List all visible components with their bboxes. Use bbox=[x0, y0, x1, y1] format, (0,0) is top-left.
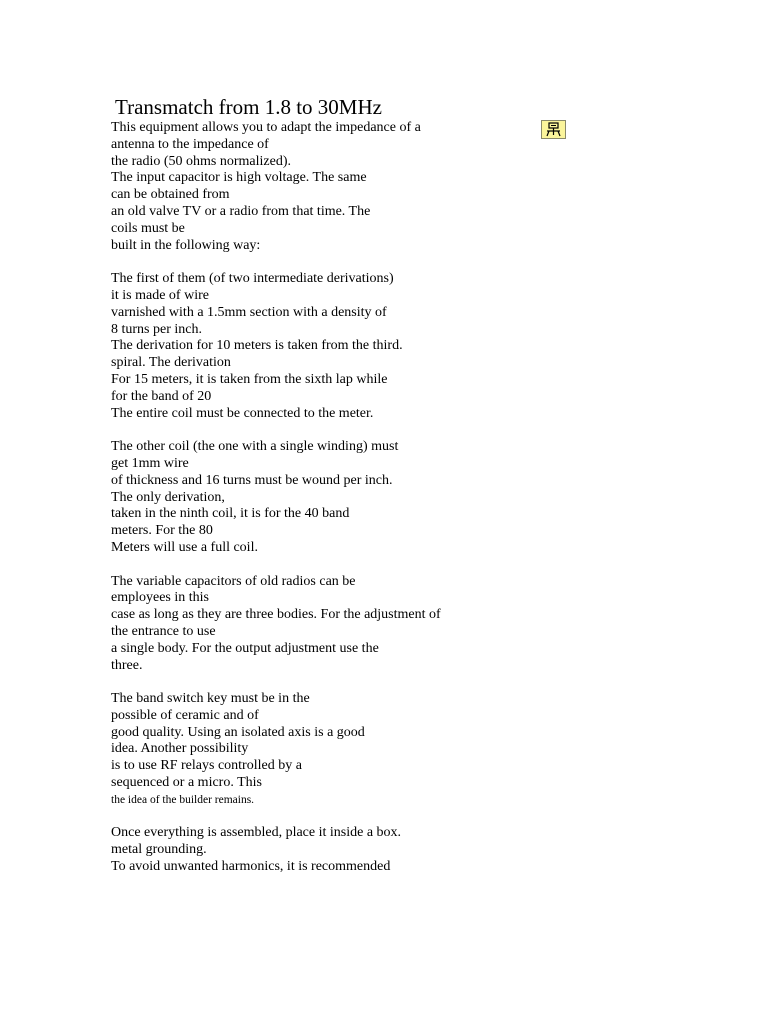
text-line: For 15 meters, it is taken from the sixth lap while bbox=[111, 371, 388, 387]
text-line: The entire coil must be connected to the meter. bbox=[111, 405, 374, 421]
text-line: taken in the ninth coil, it is for the 40 band bbox=[111, 506, 350, 522]
text-line: built in the following way: bbox=[111, 237, 261, 253]
text-line: good quality. Using an isolated axis is a good bbox=[111, 724, 365, 740]
text-line: Once everything is assembled, place it inside a box. bbox=[111, 825, 402, 841]
text-line: get 1mm wire bbox=[111, 455, 189, 471]
antenna-note-icon bbox=[545, 122, 562, 137]
paragraph bbox=[111, 271, 471, 422]
text-line: idea. Another possibility bbox=[111, 741, 249, 757]
text-line: antenna to the impedance of bbox=[111, 136, 269, 152]
text-line: The variable capacitors of old radios can be bbox=[111, 573, 356, 589]
text-line: The other coil (the one with a single winding) must bbox=[111, 439, 399, 455]
text-line: three. bbox=[111, 657, 143, 673]
paragraph-gap bbox=[111, 557, 471, 574]
paragraph-gap bbox=[111, 254, 471, 271]
text-line: The only derivation, bbox=[111, 489, 225, 505]
text-line: can be obtained from bbox=[111, 187, 230, 203]
paragraph bbox=[111, 574, 471, 675]
document-title: Transmatch from 1.8 to 30MHz bbox=[115, 95, 382, 119]
text-line: The first of them (of two intermediate derivations) bbox=[111, 271, 394, 287]
text-line: The derivation for 10 meters is taken from the third. bbox=[111, 338, 403, 354]
text-line: of thickness and 16 turns must be wound per inch. bbox=[111, 472, 393, 488]
text-line: The input capacitor is high voltage. The same bbox=[111, 170, 367, 186]
paragraph bbox=[111, 691, 471, 809]
text-line: the idea of the builder remains. bbox=[111, 793, 255, 806]
text-line: metal grounding. bbox=[111, 842, 207, 858]
text-line: possible of ceramic and of bbox=[111, 707, 259, 723]
paragraph-gap bbox=[111, 809, 471, 826]
paragraph-gap bbox=[111, 422, 471, 439]
text-line: case as long as they are three bodies. For the adjustment of bbox=[111, 607, 441, 623]
text-line: The band switch key must be in the bbox=[111, 691, 310, 707]
text-line: is to use RF relays controlled by a bbox=[111, 758, 302, 774]
text-line: 8 turns per inch. bbox=[111, 321, 202, 337]
text-line: the entrance to use bbox=[111, 623, 216, 639]
document-body bbox=[111, 120, 471, 876]
note-icon-button[interactable] bbox=[541, 120, 566, 139]
text-line: employees in this bbox=[111, 590, 209, 606]
paragraph bbox=[111, 439, 471, 557]
text-line: To avoid unwanted harmonics, it is recommended bbox=[111, 859, 391, 875]
text-line: meters. For the 80 bbox=[111, 523, 213, 539]
text-line: This equipment allows you to adapt the impedance of a bbox=[111, 120, 421, 135]
text-line: varnished with a 1.5mm section with a density of bbox=[111, 304, 387, 320]
paragraph bbox=[111, 120, 471, 254]
text-line: coils must be bbox=[111, 220, 185, 236]
text-line: Meters will use a full coil. bbox=[111, 539, 258, 555]
paragraph-gap bbox=[111, 674, 471, 691]
text-line: a single body. For the output adjustment use the bbox=[111, 640, 379, 656]
paragraph bbox=[111, 825, 471, 875]
text-line: sequenced or a micro. This bbox=[111, 775, 262, 791]
text-line: the radio (50 ohms normalized). bbox=[111, 153, 292, 169]
text-line: an old valve TV or a radio from that time. The bbox=[111, 203, 371, 219]
text-line: spiral. The derivation bbox=[111, 355, 231, 371]
text-line: for the band of 20 bbox=[111, 388, 212, 404]
text-line: it is made of wire bbox=[111, 287, 209, 303]
